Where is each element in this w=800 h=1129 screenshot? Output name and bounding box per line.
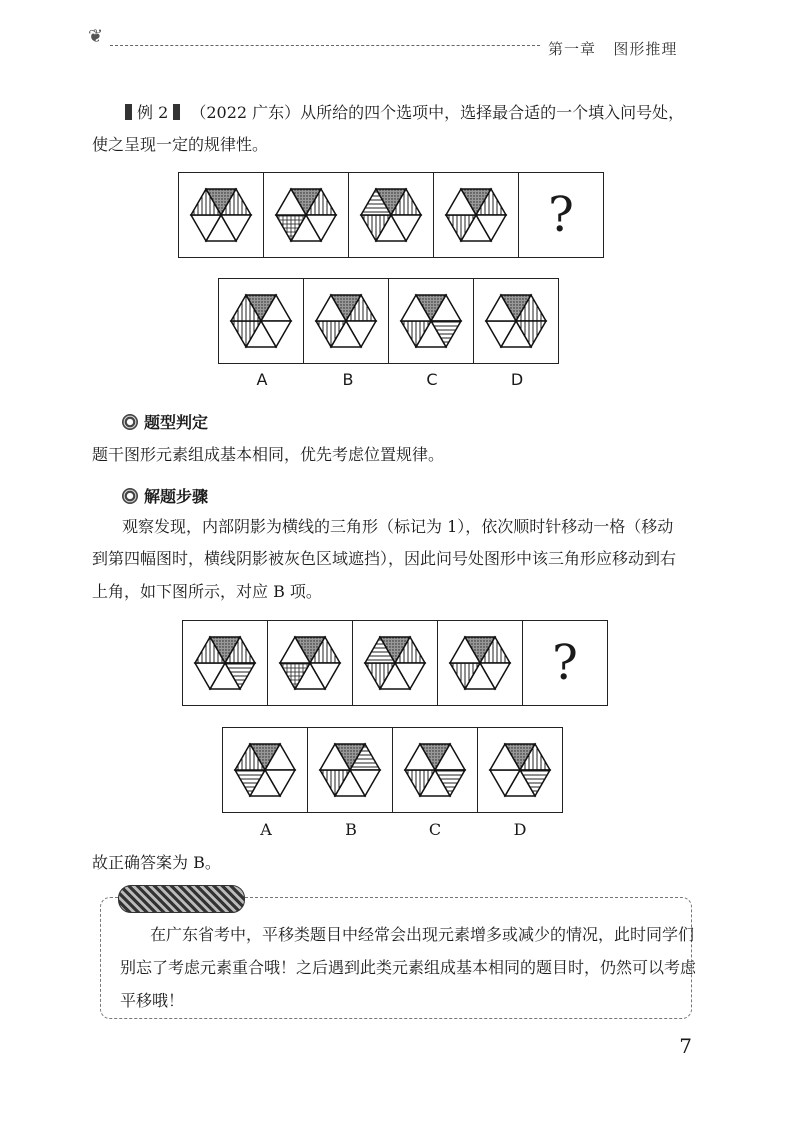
- hexagon-figure: [355, 183, 427, 247]
- answer-option-label-b: B: [345, 820, 357, 839]
- question-figure-3: [349, 173, 434, 257]
- hexagon-figure: [270, 183, 342, 247]
- hexagon-figure: [440, 183, 512, 247]
- question-figure-row: [178, 172, 604, 258]
- steps-line-2: 到第四幅图时，横线阴影被灰色区域遮挡），因此问号处图形中该三角形应移动到右: [92, 549, 677, 568]
- hexagon-figure: [274, 631, 346, 695]
- answer-question-figure-4: [438, 621, 523, 705]
- example-prompt-line2: 使之呈现一定的规律性。: [92, 135, 269, 154]
- option-figure-d[interactable]: [474, 279, 558, 363]
- question-figure-4: [434, 173, 519, 257]
- hexagon-figure: [484, 738, 556, 802]
- option-label-d: D: [510, 370, 524, 389]
- bullet-icon: [122, 414, 138, 430]
- answer-option-label-c: C: [428, 820, 442, 839]
- answer-option-label-a: A: [260, 820, 272, 839]
- chapter-header: [548, 38, 677, 59]
- answer-question-figure-1: [183, 621, 268, 705]
- answer-question-figure-row: [182, 620, 608, 706]
- section-type-heading: 题型判定: [122, 410, 208, 433]
- chapter-number: 第一章: [548, 40, 597, 58]
- answer-question-mark-cell: [523, 621, 607, 705]
- section-type-text: 题干图形元素组成基本相同，优先考虑位置规律。: [92, 445, 445, 464]
- bullet-icon: [122, 488, 138, 504]
- options-figure-row: [218, 278, 559, 364]
- question-figure-1: [179, 173, 264, 257]
- answer-option-figure-c: [393, 728, 478, 812]
- hexagon-figure: [359, 631, 431, 695]
- hexagon-figure: [395, 289, 467, 353]
- tag-mark-right: [173, 104, 180, 120]
- hexagon-figure: [444, 631, 516, 695]
- hexagon-figure: [310, 289, 382, 353]
- question-mark-cell: [519, 173, 603, 257]
- page-number: 7: [679, 1034, 692, 1058]
- question-figure-2: [264, 173, 349, 257]
- option-label-a: A: [256, 370, 268, 389]
- tip-badge: [118, 885, 245, 913]
- tip-line-2: 别忘了考虑元素重合哦！之后遇到此类元素组成基本相同的题目时，仍然可以考虑: [120, 958, 697, 977]
- hexagon-figure: [399, 738, 471, 802]
- chapter-title: 图形推理: [613, 40, 678, 58]
- sprout-icon: ❦: [88, 26, 104, 47]
- option-label-c: C: [426, 370, 438, 389]
- option-figure-b[interactable]: [304, 279, 389, 363]
- hexagon-figure: [480, 289, 552, 353]
- example-prompt-line1: （2022 广东）从所给的四个选项中，选择最合适的一个填入问号处，: [190, 103, 685, 122]
- hexagon-figure: [189, 631, 261, 695]
- answer-question-figure-3: [353, 621, 438, 705]
- answer-options-figure-row: [222, 727, 563, 813]
- option-figure-a[interactable]: [219, 279, 304, 363]
- hexagon-figure: [185, 183, 257, 247]
- hexagon-figure: [314, 738, 386, 802]
- header-rule: [110, 45, 540, 46]
- hexagon-figure: [225, 289, 297, 353]
- tip-line-1: 在广东省考中，平移类题目中经常会出现元素增多或减少的情况，此时同学们: [150, 925, 695, 944]
- tag-mark-left: [125, 104, 132, 120]
- option-figure-c[interactable]: [389, 279, 474, 363]
- steps-line-3: 上角，如下图所示，对应 B 项。: [92, 582, 322, 601]
- answer-option-figure-b: [308, 728, 393, 812]
- steps-line-1: 观察发现，内部阴影为横线的三角形（标记为 1），依次顺时针移动一格（移动: [122, 517, 674, 536]
- option-label-b: B: [342, 370, 354, 389]
- question-mark: ?: [552, 635, 578, 691]
- answer-text: 故正确答案为 B。: [92, 853, 221, 872]
- example-prompt: [120, 98, 684, 128]
- section-steps-heading: 解题步骤: [122, 484, 208, 507]
- example-label: 例 2: [137, 103, 169, 122]
- tip-line-3: 平移哦！: [120, 991, 185, 1010]
- answer-option-label-d: D: [513, 820, 527, 839]
- answer-option-figure-a: [223, 728, 308, 812]
- hexagon-figure: [229, 738, 301, 802]
- question-mark: ?: [548, 187, 574, 243]
- answer-option-figure-d: [478, 728, 562, 812]
- answer-question-figure-2: [268, 621, 353, 705]
